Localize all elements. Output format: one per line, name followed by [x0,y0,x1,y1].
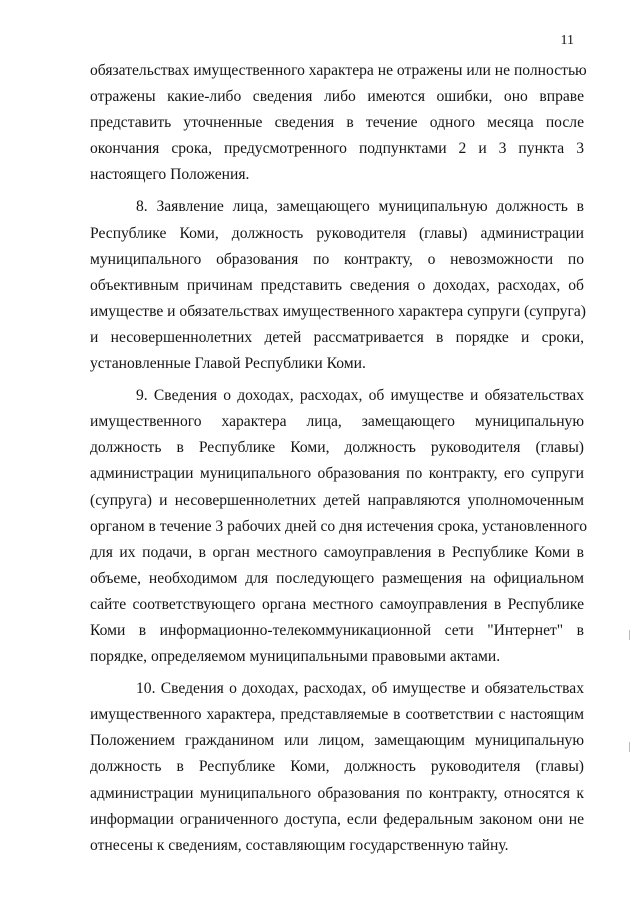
text-line: объеме, необходимом для последующего размещения на официальном [90,569,584,587]
text-line: имуществе и обязательствах имущественного характера супруги (супруга) [90,302,586,320]
paragraph-10 [90,676,584,859]
text-line: Положением гражданином или лицом, замещающим муниципальную [90,732,584,750]
text-line: отнесены к сведениям, составляющим государственную тайну. [90,836,509,854]
text-line: органом в течение 3 рабочих дней со дня истечения срока, установленного [90,517,588,535]
document-body [90,58,588,865]
text-line: 9. Сведения о доходах, расходах, об имуществе и обязательствах [136,387,584,405]
text-line: отражены какие-либо сведения либо имеются ошибки, оно вправе [90,88,584,106]
text-line: 10. Сведения о доходах, расходах, об имуществе и обязательствах [136,680,584,698]
scan-edge-mark [629,742,630,752]
text-line: 8. Заявление лица, замещающего муниципальную должность в [136,198,584,216]
paragraph-8 [90,194,584,377]
text-line: объективным причинам представить сведения о доходах, расходах, об [90,276,584,294]
paragraph-continuation [90,58,587,188]
text-line: имущественного характера лица, замещающего муниципальную [90,413,584,431]
page-number: 11 [560,33,574,48]
text-line: информации ограниченного доступа, если федеральным законом они не [90,810,584,828]
text-line: для их подачи, в орган местного самоуправления в Республике Коми в [90,543,584,561]
text-line: Республике Коми, должность руководителя (главы) администрации [90,224,584,242]
text-line: администрации муниципального образования по контракту, его супруги [90,465,584,483]
scan-edge-mark [629,630,630,640]
text-line: представить уточненные сведения в течение одного месяца после [90,114,584,132]
text-line: администрации муниципального образования по контракту, относятся к [90,784,584,802]
text-line: муниципального образования по контракту, о невозможности по [90,250,584,268]
paragraph-9 [90,383,588,670]
text-line: должность в Республике Коми, должность руководителя (главы) [90,439,584,457]
text-line: настоящего Положения. [90,166,250,184]
text-line: порядке, определяемом муниципальными правовыми актами. [90,648,501,666]
text-line: (супруга) и несовершеннолетних детей направляются уполномоченным [90,491,584,509]
text-line: обязательствах имущественного характера не отражены или не полностью [90,62,587,79]
text-line: Коми в информационно-телекоммуникационной сети "Интернет" в [90,621,584,639]
text-line: и несовершеннолетних детей рассматривается в порядке и сроки, [90,328,584,346]
text-line: имущественного характера, представляемые в соответствии с настоящим [90,706,584,724]
text-line: установленные Главой Республики Коми. [90,355,366,373]
text-line: окончания срока, предусмотренного подпунктами 2 и 3 пункта 3 [90,140,584,158]
text-line: сайте соответствующего органа местного самоуправления в Республике [90,595,584,613]
text-line: должность в Республике Коми, должность руководителя (главы) [90,758,584,776]
